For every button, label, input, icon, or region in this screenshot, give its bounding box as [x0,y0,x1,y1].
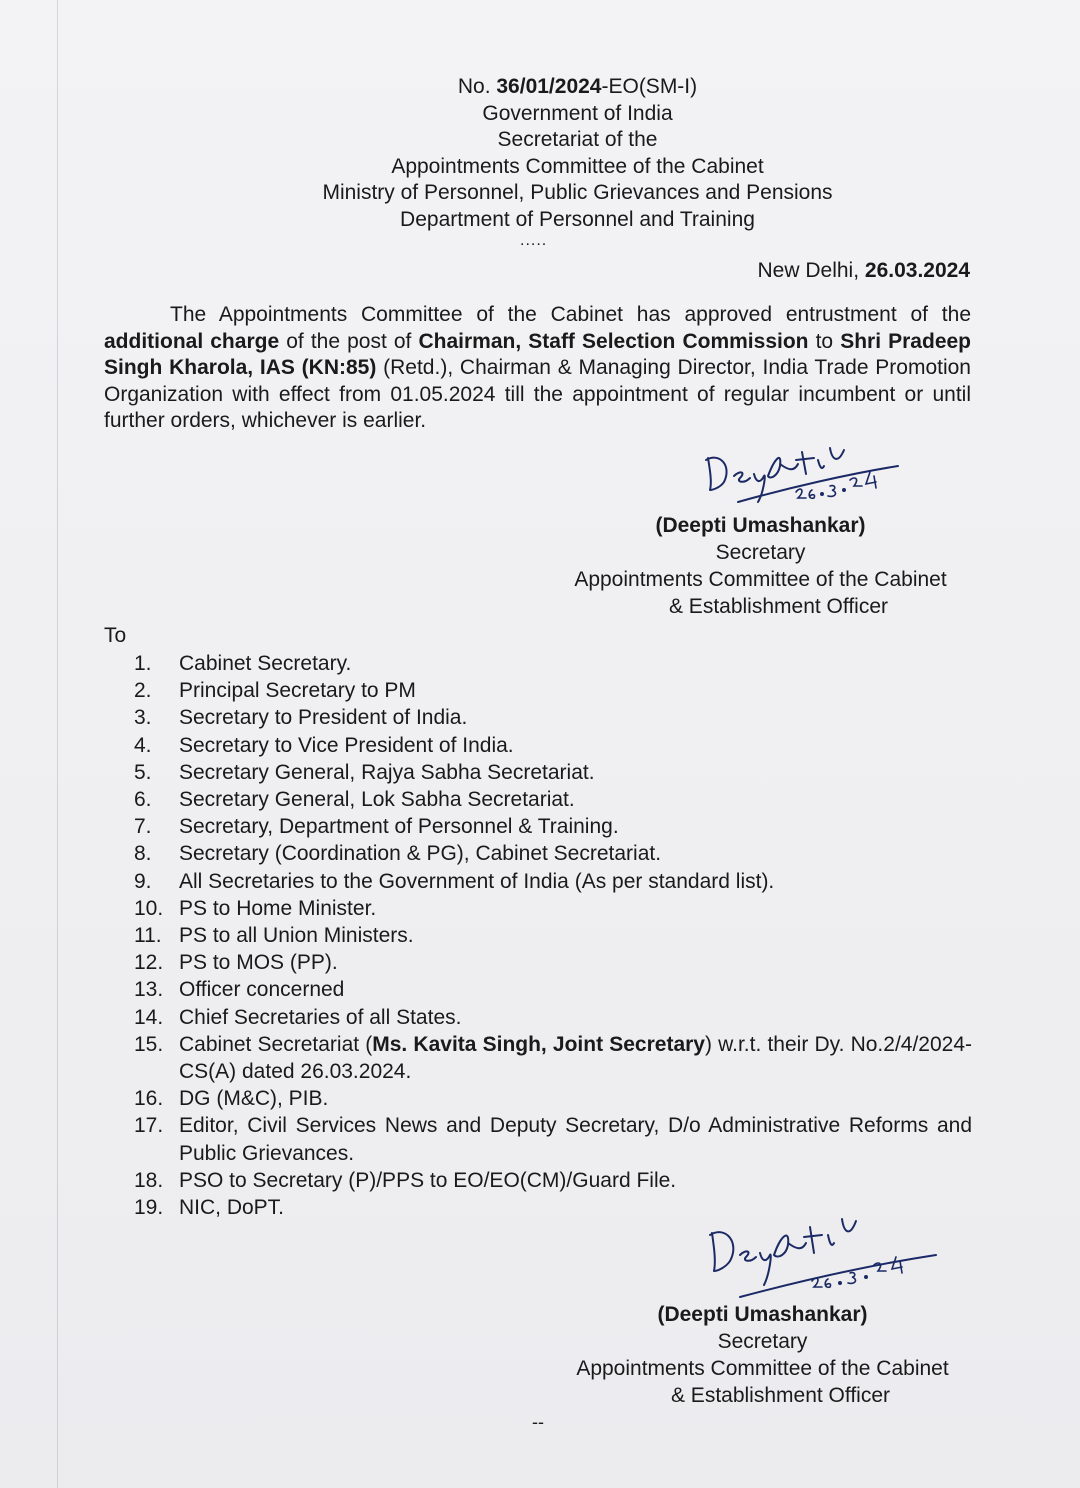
signatory-office: Appointments Committee of the Cabinet [576,1357,949,1380]
list-item: 19. NIC, DoPT. [134,1196,285,1220]
body-paragraph: The Appointments Committee of the Cabinet has approved entrustment of the additional charge of the post of Chairman, Staff Selection Commission to Shri Pradeep Singh Kharola, IAS (KN:85) (Retd.), Chairman & Managing Director, India Trade Promotion Organization with effect from 01.05.2024 till the appointment of regular incumbent or until further orders, whichever is earlier. [104,303,972,432]
signatory-designation: Secretary [715,541,806,564]
signature-block [550,1301,975,1409]
signatory-name: (Deepti Umashankar) [655,514,866,537]
end-mark: -- [532,1412,544,1432]
list-item: 9. All Secretaries to the Government of India (As per standard list). [134,869,775,893]
list-item: 17. Editor, Civil Services News and Deputy Secretary, D/o Administrative Reforms and Public Grievances. [134,1114,972,1165]
list-item: 10. PS to Home Minister. [134,896,377,920]
signatory-designation: Secretary [717,1330,808,1353]
recipient-list [134,650,972,1221]
letterhead-line-3: Appointments Committee of the Cabinet [391,154,764,178]
letterhead-line-1: Government of India [482,101,673,125]
list-item: 2. Principal Secretary to PM [134,679,416,703]
list-item: 11. PS to all Union Ministers. [134,924,414,948]
list-item: 18. PSO to Secretary (P)/PPS to EO/EO(CM)/Guard File. [134,1168,677,1192]
letterhead-line-2: Secretariat of the [497,128,658,151]
list-item: 16. DG (M&C), PIB. [134,1087,329,1111]
list-item: 13. Officer concerned [134,978,345,1002]
handwritten-signature [700,1205,950,1305]
list-item: 14. Chief Secretaries of all States. [134,1005,462,1029]
signatory-role: & Establishment Officer [668,595,889,618]
dateline: New Delhi, 26.03.2024 [757,259,970,282]
list-item: 3. Secretary to President of India. [134,706,468,730]
letterhead [0,74,1080,233]
header-separator: ..... [520,232,548,249]
list-item: 5. Secretary General, Rajya Sabha Secretariat. [134,760,595,784]
signatory-name: (Deepti Umashankar) [657,1303,868,1326]
signatory-office: Appointments Committee of the Cabinet [574,568,947,591]
list-item: 15. Cabinet Secretariat (Ms. Kavita Singh, Joint Secretary) w.r.t. their Dy. No.2/4/2024-CS(A) dated 26.03.2024. [134,1032,972,1084]
list-item: 8. Secretary (Coordination & PG), Cabinet Secretariat. [134,842,662,866]
signatory-role: & Establishment Officer [670,1384,891,1407]
list-item: 12. PS to MOS (PP). [134,951,338,975]
list-item: 6. Secretary General, Lok Sabha Secretariat. [134,788,575,812]
handwritten-signature [698,430,918,510]
to-label: To [104,624,127,647]
list-item: 7. Secretary, Department of Personnel & Training. [134,815,619,839]
letterhead-line-4: Ministry of Personnel, Public Grievances and Pensions [322,181,833,204]
signature-block [548,512,973,620]
list-item: 4. Secretary to Vice President of India. [134,733,514,757]
reference-number: No. 36/01/2024-EO(SM-I) [457,75,698,98]
letterhead-line-5: Department of Personnel and Training [400,207,755,231]
list-item: 1. Cabinet Secretary. [134,652,352,675]
